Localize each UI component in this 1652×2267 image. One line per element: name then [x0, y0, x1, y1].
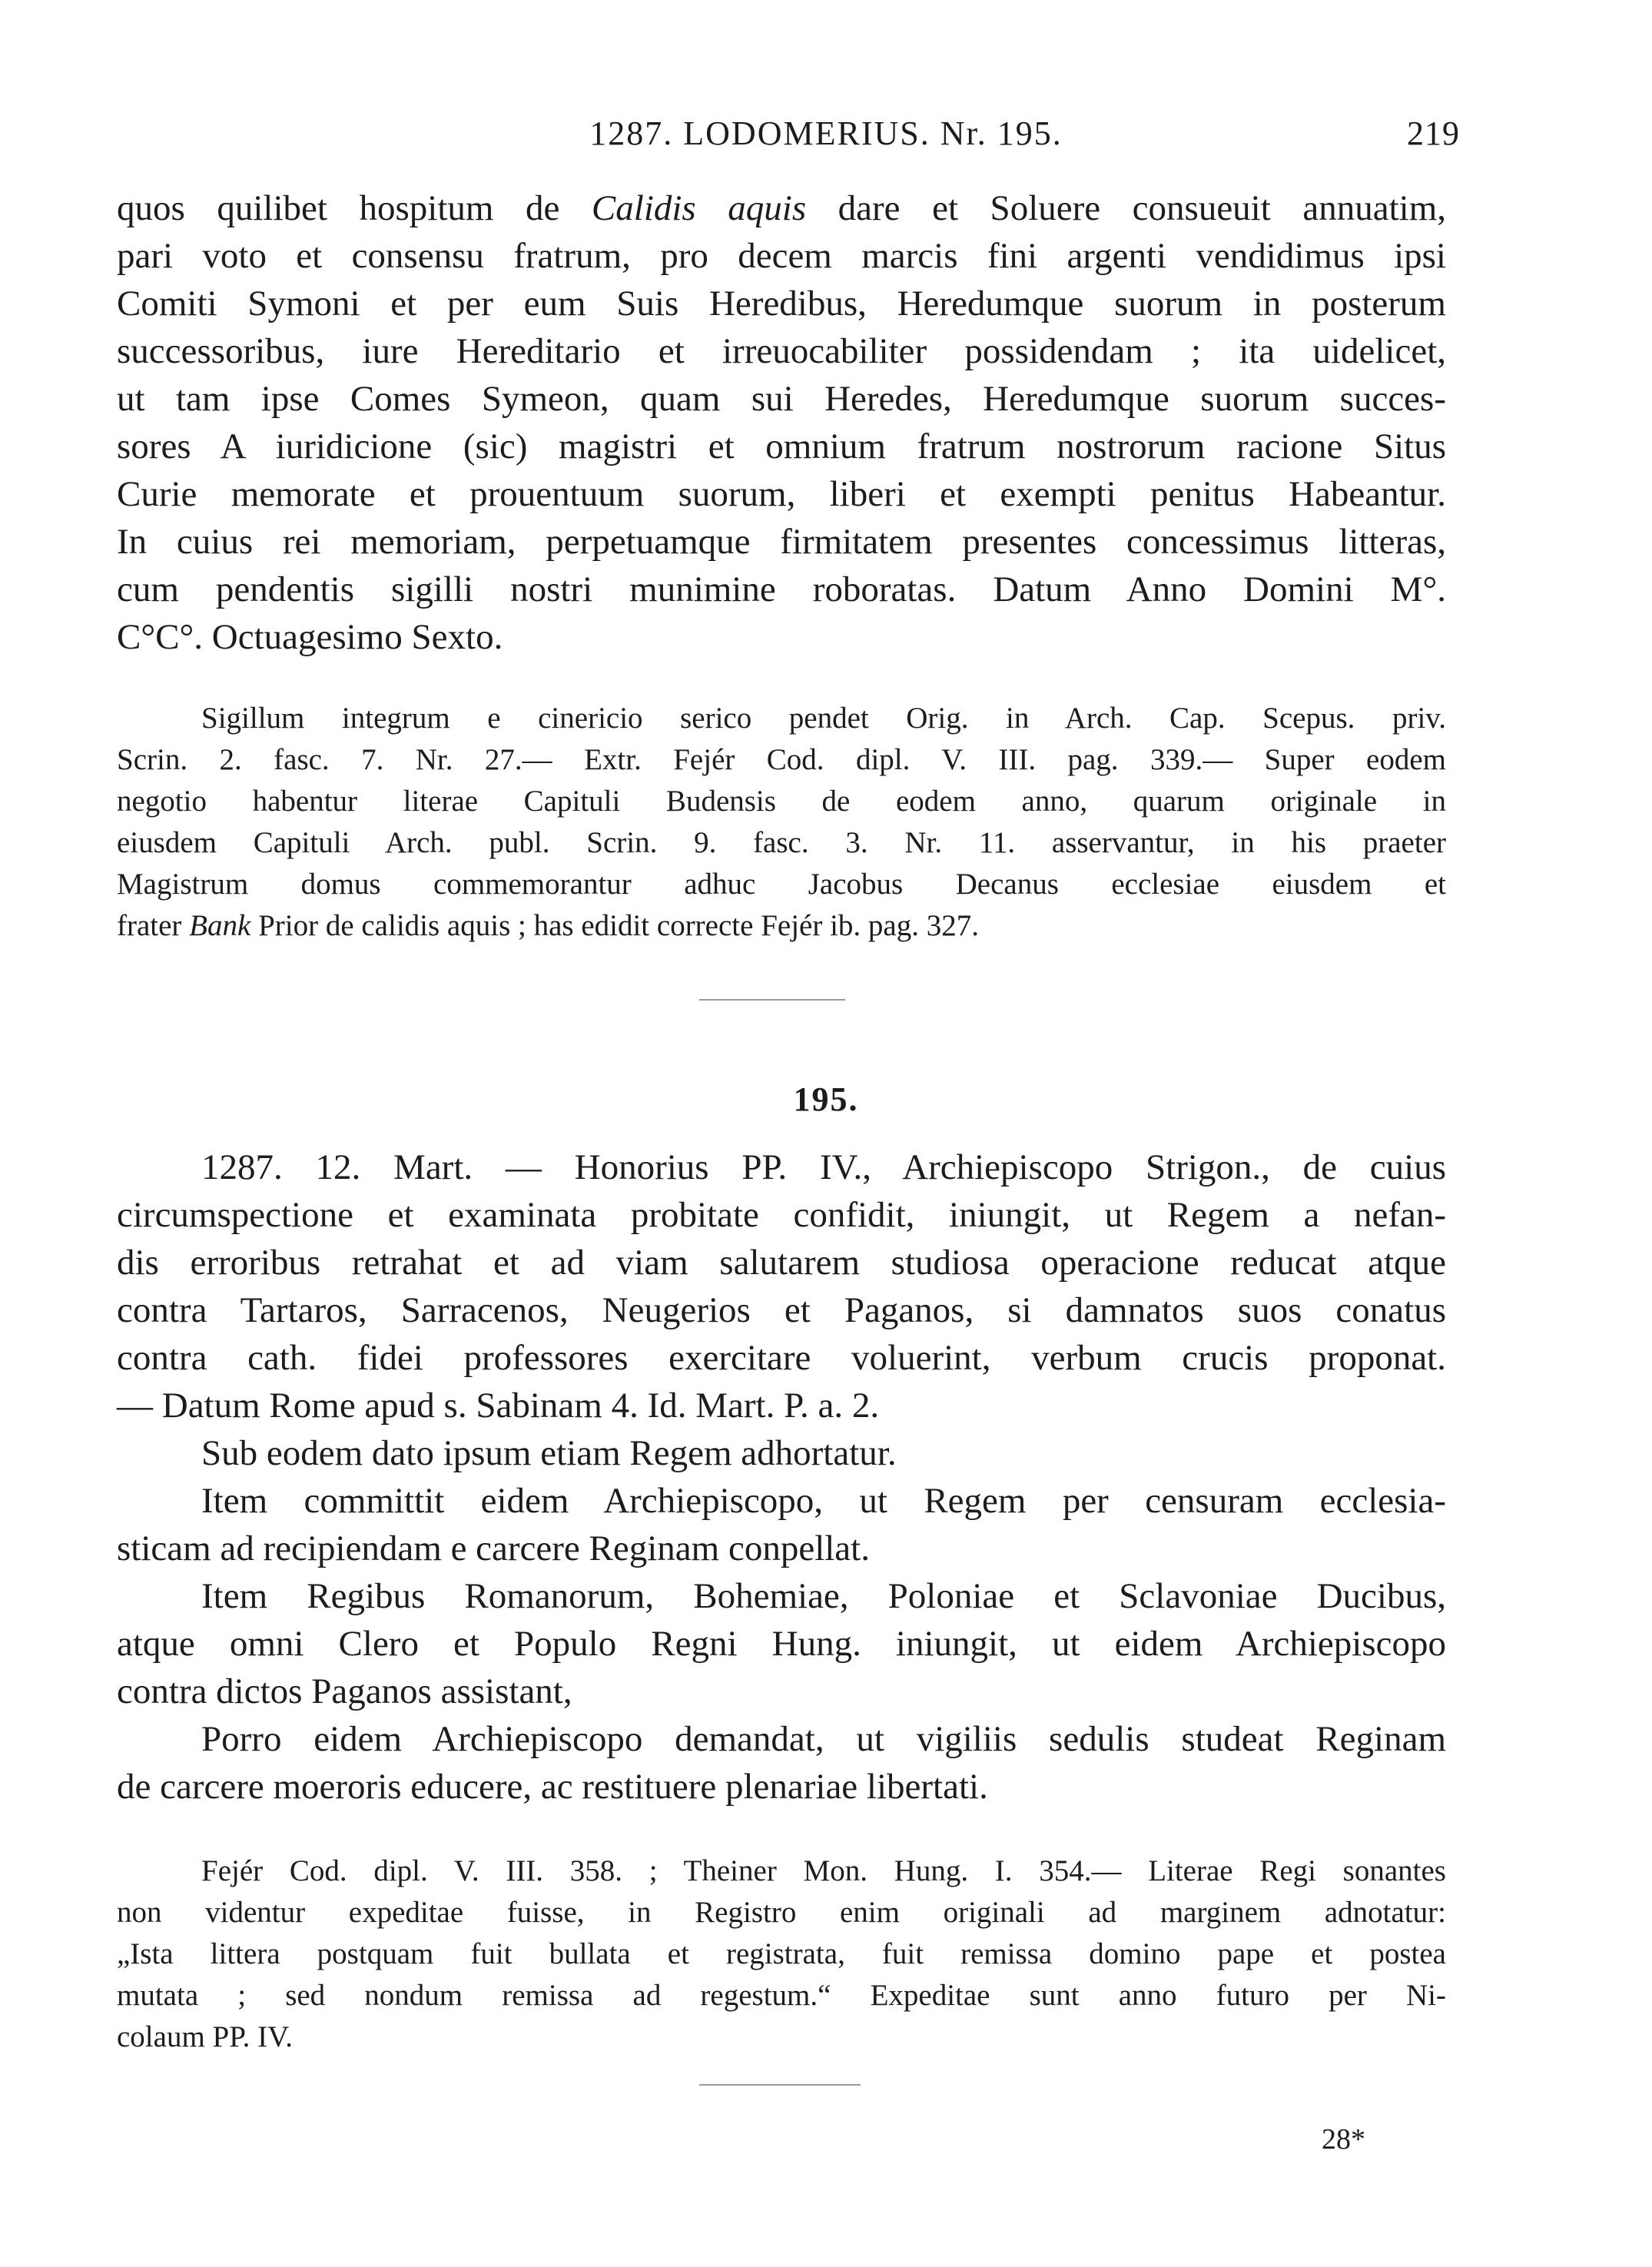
text-line: sores A iuridicione (sic) magistri et omnium fratrum nostrorum racione Situs	[117, 427, 1446, 466]
text-line: Porro eidem Archiepiscopo demandat, ut vigiliis sedulis studeat Reginam	[201, 1719, 1446, 1759]
note-line: Sigillum integrum e cinericio serico pendet Orig. in Arch. Cap. Scepus. priv.	[201, 702, 1446, 735]
note-line: eiusdem Capituli Arch. publ. Scrin. 9. fasc. 3. Nr. 11. asservantur, in his praeter	[117, 826, 1446, 859]
text-line: de carcere moeroris educere, ac restituere plenariae libertati.	[117, 1767, 988, 1807]
continuation-text	[117, 184, 1446, 661]
running-title: 1287. LODOMERIUS. Nr. 195.	[589, 115, 1063, 152]
text-line: C°C°. Octuagesimo Sexto.	[117, 617, 503, 657]
page-number: 219	[1407, 115, 1460, 152]
note-line: Magistrum domus commemorantur adhuc Jacobus Decanus ecclesiae eiusdem et	[117, 868, 1446, 901]
text-line: Item Regibus Romanorum, Bohemiae, Poloniae et Sclavoniae Ducibus,	[201, 1576, 1446, 1616]
note-line: non videntur expeditae fuisse, in Registro enim originali ad marginem adnotatur:	[117, 1896, 1446, 1929]
text-line: contra dictos Paganos assistant,	[117, 1671, 572, 1711]
text-line: Comiti Symoni et per eum Suis Heredibus, Heredumque suorum in posterum	[117, 284, 1446, 324]
text-line: sticam ad recipiendam e carcere Reginam conpellat.	[117, 1528, 870, 1568]
text-line: successoribus, iure Hereditario et irreuocabiliter possidendam ; ita uidelicet,	[117, 331, 1446, 371]
document-regest	[117, 1143, 1446, 1811]
note-line: „Ista littera postquam fuit bullata et registrata, fuit remissa domino pape et postea	[117, 1937, 1446, 1970]
section-divider	[699, 999, 845, 1001]
text-line: dis erroribus retrahat et ad viam salutarem studiosa operacione reducat atque	[117, 1243, 1446, 1283]
note-line: frater Bank Prior de calidis aquis ; has edidit correcte Fejér ib. pag. 327.	[117, 909, 979, 942]
text-line: quos quilibet hospitum de Calidis aquis dare et Soluere consueuit annuatim,	[117, 188, 1446, 228]
text-line: Item committit eidem Archiepiscopo, ut Regem per censuram ecclesia-	[201, 1481, 1446, 1521]
italic-place-name: Calidis aquis	[591, 188, 807, 228]
section-divider	[699, 2084, 861, 2086]
document-number: 195.	[793, 1080, 859, 1118]
text-line: pari voto et consensu fratrum, pro decem marcis fini argenti vendidimus ipsi	[117, 236, 1446, 276]
source-note-prev	[117, 698, 1446, 947]
text-line: In cuius rei memoriam, perpetuamque firmitatem presentes concessimus litteras,	[117, 522, 1446, 562]
text-line: Sub eodem dato ipsum etiam Regem adhortatur.	[201, 1433, 897, 1473]
text-line: contra cath. fidei professores exercitare voluerint, verbum crucis proponat.	[117, 1338, 1446, 1378]
text-line: circumspectione et examinata probitate confidit, iniungit, ut Regem a nefan-	[117, 1195, 1446, 1235]
text-line: Curie memorate et prouentuum suorum, liberi et exempti penitus Habeantur.	[117, 474, 1446, 514]
note-line: Scrin. 2. fasc. 7. Nr. 27.— Extr. Fejér Cod. dipl. V. III. pag. 339.— Super eodem	[117, 743, 1446, 776]
text-line: cum pendentis sigilli nostri munimine roboratas. Datum Anno Domini M°.	[117, 569, 1446, 609]
note-line: Fejér Cod. dipl. V. III. 358. ; Theiner Mon. Hung. I. 354.— Literae Regi sonantes	[201, 1854, 1446, 1887]
text-line: contra Tartaros, Sarracenos, Neugerios et Paganos, si damnatos suos conatus	[117, 1290, 1446, 1330]
source-note-doc	[117, 1850, 1446, 2058]
note-line: mutata ; sed nondum remissa ad regestum.“ Expeditae sunt anno futuro per Ni-	[117, 1979, 1446, 2012]
text-line: 1287. 12. Mart. — Honorius PP. IV., Archiepiscopo Strigon., de cuius	[201, 1147, 1446, 1187]
text-line: — Datum Rome apud s. Sabinam 4. Id. Mart. P. a. 2.	[117, 1386, 880, 1426]
text-line: atque omni Clero et Populo Regni Hung. iniungit, ut eidem Archiepiscopo	[117, 1624, 1446, 1664]
note-line: negotio habentur literae Capituli Budensis de eodem anno, quarum originale in	[117, 785, 1446, 818]
sheet-signature: 28*	[1322, 2123, 1365, 2156]
note-line: colaum PP. IV.	[117, 2020, 293, 2053]
text-line: ut tam ipse Comes Symeon, quam sui Heredes, Heredumque suorum succes-	[117, 379, 1446, 419]
